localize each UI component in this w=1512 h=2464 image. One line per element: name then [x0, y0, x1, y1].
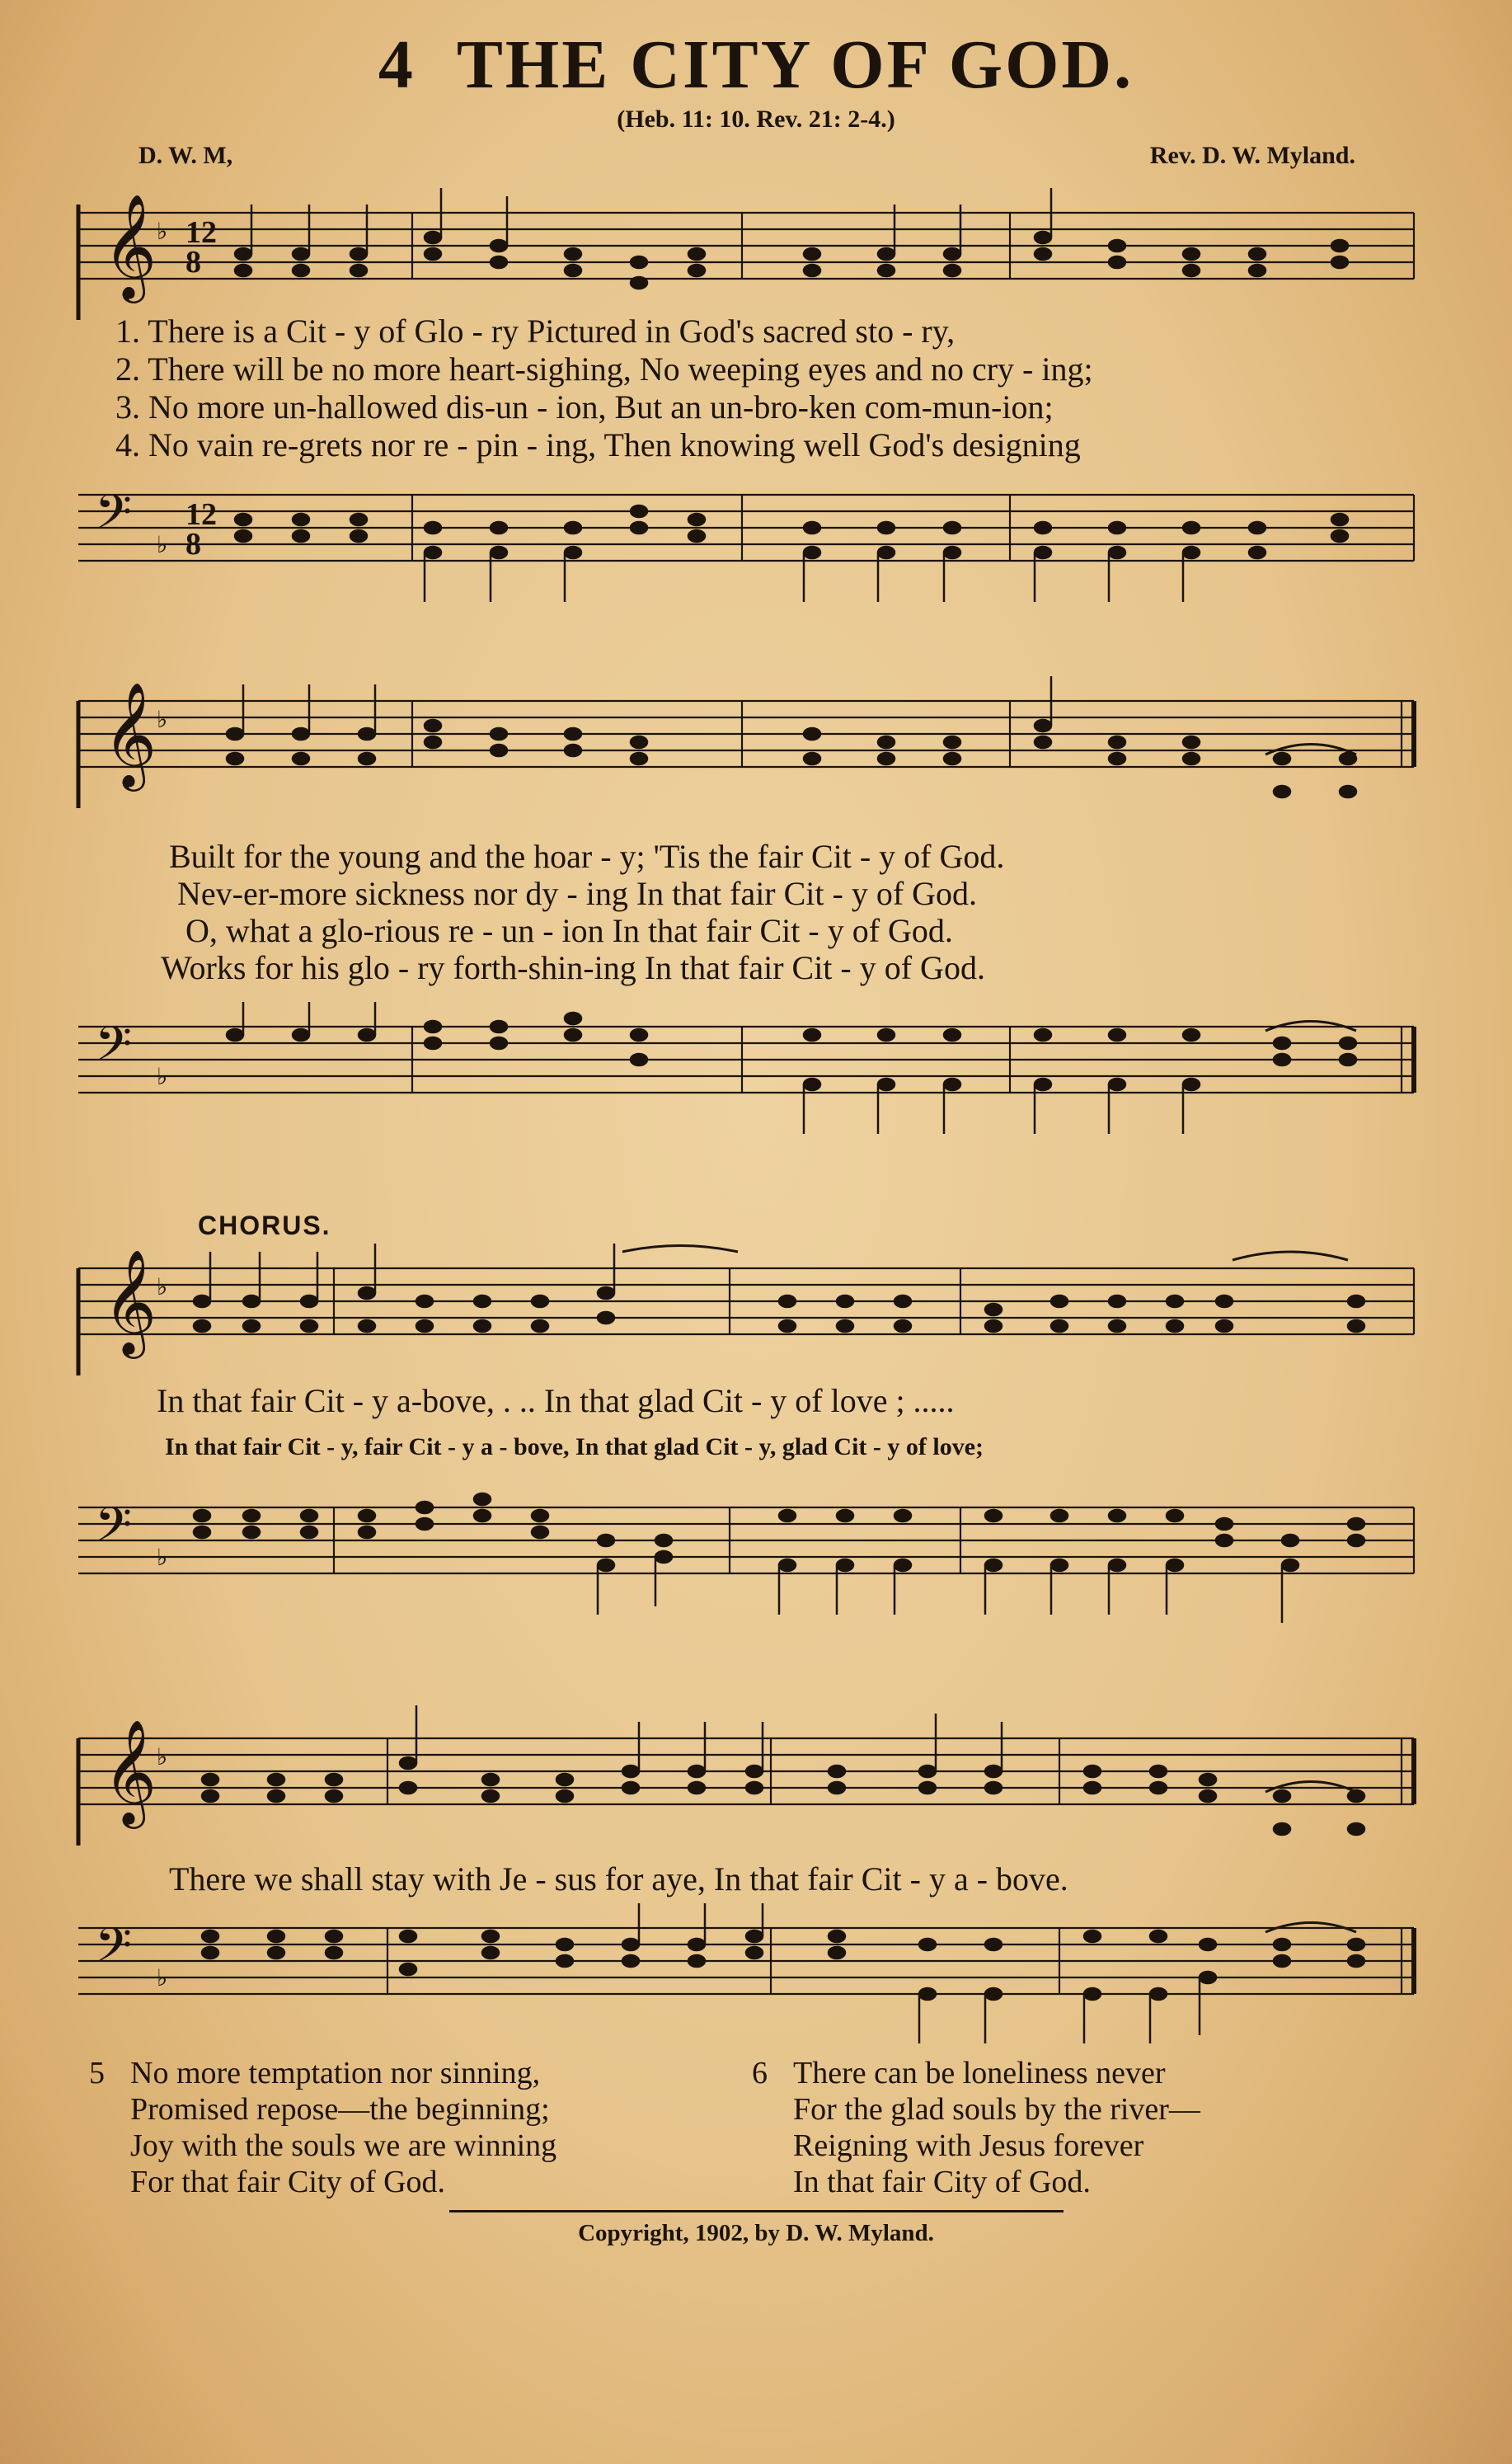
verse-line: There can be loneliness never — [793, 2056, 1166, 2090]
system1-treble-staff — [70, 188, 1422, 320]
hymn-title — [0, 25, 1512, 105]
svg-text:♭: ♭ — [157, 1966, 168, 1991]
svg-text:♭: ♭ — [157, 533, 168, 558]
system1-bass-staff — [70, 470, 1422, 602]
verse3-line2-lyric: O, what a glo-rious re - un - ion In that fair Cit - y of God. — [185, 912, 953, 949]
music-staff-bass — [70, 1474, 1422, 1631]
svg-text:𝄞: 𝄞 — [103, 193, 157, 299]
music-staff-treble — [70, 1244, 1422, 1375]
verse-line: Reigning with Jesus forever — [793, 2128, 1144, 2163]
verse-line: For the glad souls by the river— — [793, 2092, 1200, 2127]
music-staff-treble — [70, 188, 1422, 320]
system4-treble-staff — [70, 1705, 1422, 1846]
time-signature-top: 12 — [185, 215, 217, 250]
verse-line: Joy with the souls we are winning — [130, 2128, 557, 2163]
verse-number: 6 — [752, 2056, 768, 2090]
svg-text:♭: ♭ — [157, 1745, 168, 1770]
music-staff-treble — [70, 1705, 1422, 1846]
chorus-bass-staff — [70, 1474, 1422, 1631]
footer-divider — [449, 2210, 1064, 2212]
chorus-label: CHORUS. — [198, 1211, 331, 1240]
verse2-line2-lyric: Nev-er-more sickness nor dy - ing In that fair Cit - y of God. — [177, 875, 978, 912]
verse-line: Promised repose—the beginning; — [130, 2092, 550, 2127]
verse1-line2-lyric: Built for the young and the hoar - y; 'Tis the fair Cit - y of God. — [169, 838, 1005, 875]
system2-treble-staff — [70, 676, 1422, 808]
verse-number: 5 — [89, 2056, 105, 2090]
author-credit: Rev. D. W. Myland. — [1149, 142, 1355, 169]
hymn-title-text: THE CITY OF GOD. — [456, 26, 1134, 103]
svg-text:𝄞: 𝄞 — [103, 1248, 157, 1354]
chorus-treble-staff — [70, 1244, 1422, 1375]
hymn-number: 4 — [378, 26, 416, 103]
svg-text:♭: ♭ — [157, 708, 168, 733]
music-staff-bass — [70, 1002, 1422, 1134]
verse3-line1-lyric: 3. No more un-hallowed dis-un - ion, But an un-bro-ken com-mun-ion; — [115, 388, 1054, 426]
svg-text:♭: ♭ — [157, 1065, 168, 1090]
verse-line: In that fair City of God. — [793, 2165, 1091, 2199]
verse-line: No more temptation nor sinning, — [130, 2056, 541, 2090]
bass-time-signature-top: 12 — [185, 497, 217, 532]
svg-text:♭: ♭ — [157, 1275, 168, 1300]
verse1-line1-lyric: 1. There is a Cit - y of Glo - ry Pictured in God's sacred sto - ry, — [115, 313, 956, 350]
system4-bass-staff — [70, 1903, 1422, 2043]
scripture-references: (Heb. 11: 10. Rev. 21: 2-4.) — [617, 106, 895, 133]
verse-line: For that fair City of God. — [130, 2165, 446, 2199]
svg-text:𝄞: 𝄞 — [103, 681, 157, 787]
bass-time-signature-bottom: 8 — [185, 527, 201, 562]
refrain-final-lyric: There we shall stay with Je - sus for aye, In that fair Cit - y a - bove. — [169, 1860, 1068, 1897]
music-staff-bass — [70, 1903, 1422, 2043]
chorus-lyric-lower: In that fair Cit - y, fair Cit - y a - bove, In that glad Cit - y, glad Cit - y of love; — [165, 1433, 984, 1460]
copyright-notice: Copyright, 1902, by D. W. Myland. — [578, 2220, 934, 2246]
chorus-lyric-upper: In that fair Cit - y a-bove, . .. In that glad Cit - y of love ; ..... — [157, 1382, 955, 1419]
svg-text:𝄢: 𝄢 — [95, 1497, 133, 1564]
svg-text:♭: ♭ — [157, 219, 168, 245]
music-staff-treble — [70, 676, 1422, 808]
verse4-line2-lyric: Works for his glo - ry forth-shin-ing In that fair Cit - y of God. — [161, 949, 985, 986]
svg-text:♭: ♭ — [157, 1545, 168, 1571]
time-signature-bottom: 8 — [185, 245, 201, 280]
music-staff-bass — [70, 470, 1422, 602]
composer-credit: D. W. M, — [139, 142, 233, 169]
verse2-line1-lyric: 2. There will be no more heart-sighing, No weeping eyes and no cry - ing; — [115, 350, 1093, 388]
verse-5 — [89, 2055, 556, 2200]
svg-text:𝄢: 𝄢 — [95, 484, 133, 552]
system2-bass-staff — [70, 1002, 1422, 1134]
svg-text:𝄢: 𝄢 — [95, 1917, 133, 1985]
svg-text:𝄞: 𝄞 — [103, 1719, 157, 1824]
svg-text:𝄢: 𝄢 — [95, 1016, 133, 1084]
verse-6 — [752, 2055, 1200, 2200]
verse4-line1-lyric: 4. No vain re-grets nor re - pin - ing, Then knowing well God's designing — [115, 426, 1081, 463]
